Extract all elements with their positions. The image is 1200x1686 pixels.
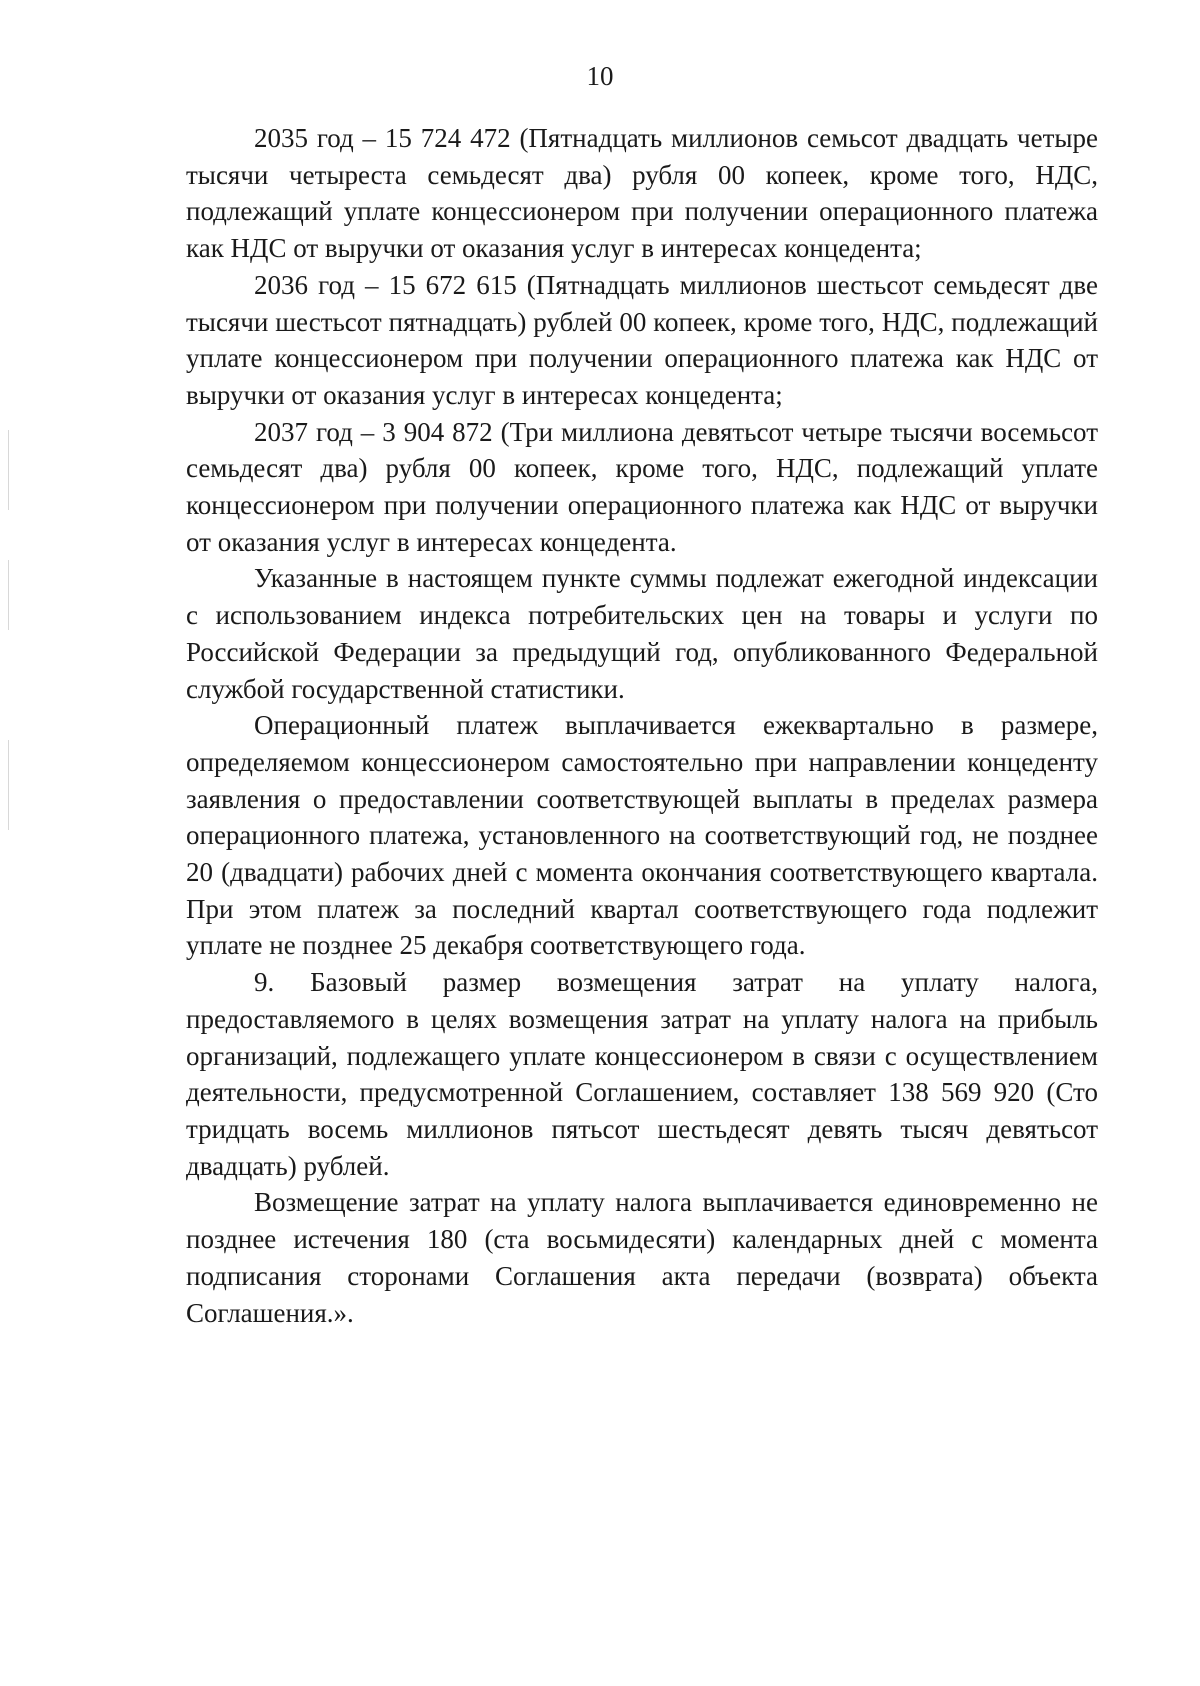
paragraph-2037-payment: 2037 год – 3 904 872 (Три миллиона девятьсот четыре тысячи восемьсот семьдесят два) рубля 00 копеек, кроме того, НДС, подлежащий уплате концессионером при получении операционного платежа как НДС от выручки от оказания услуг в интересах концедента. [186, 416, 1098, 557]
paragraph-tax-reimbursement-base: 9. Базовый размер возмещения затрат на уплату налога, предоставляемого в целях возмещения затрат на уплату налога на прибыль организаций, подлежащего уплате концессионером в связи с осуществлением деятельности, предусмотренной Соглашением, составляет 138 569 920 (Сто тридцать восемь миллионов пятьсот шестьдесят девять тысяч девятьсот двадцать) рублей. [186, 967, 1098, 1181]
paragraph-2036-payment: 2036 год – 15 672 615 (Пятнадцать миллионов шестьсот семьдесят две тысячи шестьсот пятнадцать) рублей 00 копеек, кроме того, НДС, подлежащий уплате концессионером при получении операционного платежа как НДС от выручки от оказания услуг в интересах концедента; [186, 269, 1098, 410]
document-body [186, 120, 1098, 1331]
scan-margin-mark [8, 740, 9, 830]
paragraph-tax-reimbursement-payment: Возмещение затрат на уплату налога выплачивается единовременно не позднее истечения 180 (ста восьмидесяти) календарных дней с момента подписания сторонами Соглашения акта передачи (возврата) объекта Соглашения.». [186, 1187, 1098, 1328]
scan-margin-mark [8, 560, 9, 630]
paragraph-operational-payment: Операционный платеж выплачивается ежеквартально в размере, определяемом концессионером самостоятельно при направлении концеденту заявления о предоставлении соответствующей выплаты в пределах размера операционного платежа, установленного на соответствующий год, не позднее 20 (двадцати) рабочих дней с момента окончания соответствующего квартала. При этом платеж за последний квартал соответствующего года подлежит уплате не позднее 25 декабря соответствующего года. [186, 710, 1098, 961]
paragraph-2035-payment: 2035 год – 15 724 472 (Пятнадцать миллионов семьсот двадцать четыре тысячи четыреста семьдесят два) рубля 00 копеек, кроме того, НДС, подлежащий уплате концессионером при получении операционного платежа как НДС от выручки от оказания услуг в интересах концедента; [186, 123, 1098, 264]
paragraph-indexation: Указанные в настоящем пункте суммы подлежат ежегодной индексации с использованием индекса потребительских цен на товары и услуги по Российской Федерации за предыдущий год, опубликованного Федеральной службой государственной статистики. [186, 563, 1098, 704]
page-number: 10 [586, 61, 614, 91]
scan-margin-mark [8, 430, 9, 510]
